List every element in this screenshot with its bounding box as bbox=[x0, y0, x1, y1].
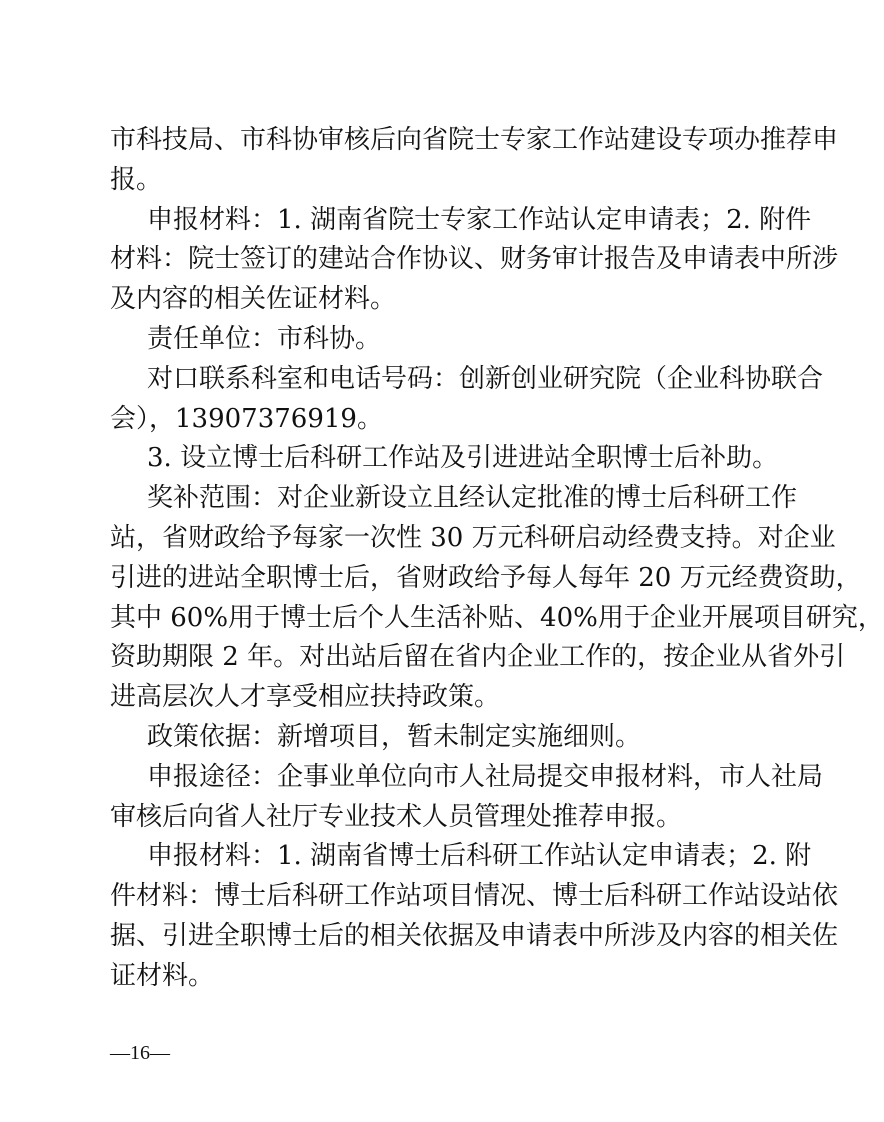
text-line: 站，省财政给予每家一次性 30 万元科研启动经费支持。对企业 bbox=[110, 523, 836, 553]
text-line: 证材料。 bbox=[110, 960, 215, 991]
text-line: 奖补范围：对企业新设立且经认定批准的博士后科研工作 bbox=[147, 483, 798, 514]
text-line: 审核后向省人社厅专业技术人员管理处推荐申报。 bbox=[110, 801, 683, 832]
text-line: 引进的进站全职博士后，省财政给予每人每年 20 万元经费资助， bbox=[110, 562, 862, 593]
text-line: 申报材料：1. 湖南省博士后科研工作站认定申请表；2. 附 bbox=[147, 841, 812, 872]
text-line: 对口联系科室和电话号码：创新创业研究院（企业科协联合 bbox=[147, 363, 824, 394]
text-line: 申报途径：企事业单位向市人社局提交申报材料，市人社局 bbox=[147, 761, 824, 792]
text-line: 报。 bbox=[110, 164, 163, 195]
text-line: 政策依据：新增项目，暂未制定实施细则。 bbox=[147, 722, 642, 752]
text-line: 资助期限 2 年。对出站后留在省内企业工作的，按企业从省外引 bbox=[110, 642, 846, 673]
page-number: —16— bbox=[110, 1042, 170, 1064]
text-line: 材料：院士签订的建站合作协议、财务审计报告及申请表中所涉 bbox=[110, 244, 839, 275]
text-line: 责任单位：市科协。 bbox=[147, 324, 382, 354]
text-line: 进高层次人才享受相应扶持政策。 bbox=[110, 682, 501, 713]
text-line: 3. 设立博士后科研工作站及引进进站全职博士后补助。 bbox=[147, 443, 779, 474]
text-line: 件材料：博士后科研工作站项目情况、博士后科研工作站设站依 bbox=[110, 881, 839, 912]
text-line: 会），13907376919。 bbox=[110, 403, 383, 434]
text-line: 其中 60%用于博士后个人生活补贴、40%用于企业开展项目研究， bbox=[110, 602, 884, 633]
text-line: 市科技局、市科协审核后向省院士专家工作站建设专项办推荐申 bbox=[110, 125, 839, 155]
text-line: 及内容的相关佐证材料。 bbox=[110, 284, 397, 315]
text-line: 申报材料：1. 湖南省院士专家工作站认定申请表；2. 附件 bbox=[147, 204, 812, 235]
text-line: 据、引进全职博士后的相关依据及申请表中所涉及内容的相关佐 bbox=[110, 921, 839, 951]
